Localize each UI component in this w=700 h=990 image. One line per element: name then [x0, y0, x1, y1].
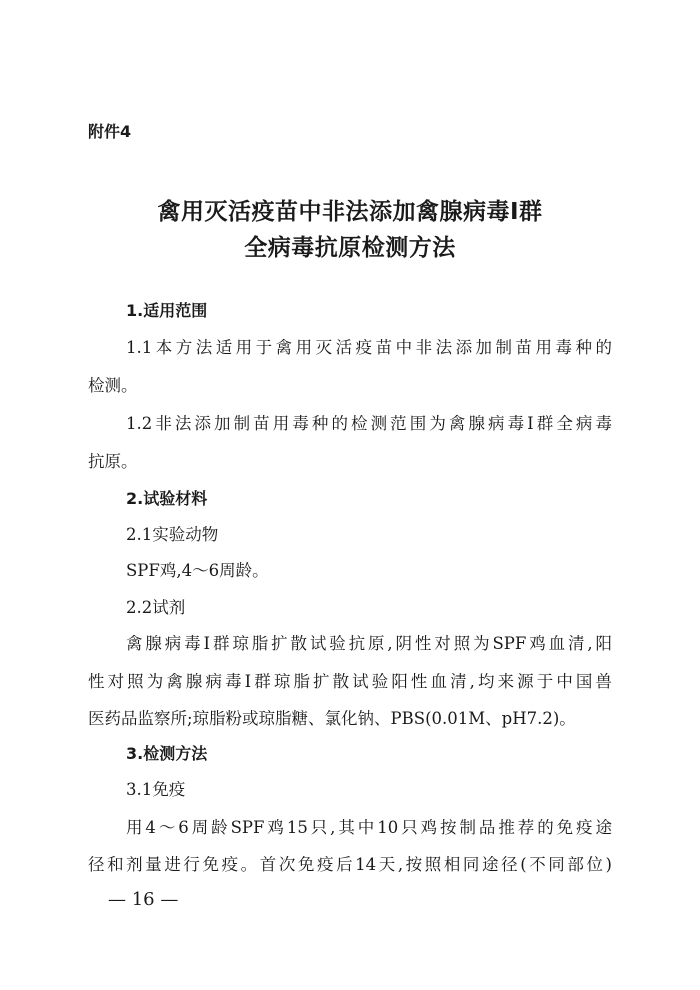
document-title-line-2: 全病毒抗原检测方法: [244, 235, 456, 261]
section-2-2-line-1: 禽腺病毒Ⅰ群琼脂扩散试验抗原,阴性对照为SPF鸡血清,阳: [126, 634, 612, 653]
annex-label: 附件4: [88, 122, 132, 141]
section-2-1-text: SPF鸡,4～6周龄。: [126, 561, 269, 580]
section-1-2-line-2: 抗原。: [88, 452, 138, 471]
section-3-heading: 3.检测方法: [126, 744, 208, 763]
section-2-2-heading: 2.2试剂: [126, 598, 186, 617]
section-1-2-line-1: 1.2非法添加制苗用毒种的检测范围为禽腺病毒Ⅰ群全病毒: [126, 414, 612, 433]
section-2-heading: 2.试验材料: [126, 489, 208, 508]
section-2-1-heading: 2.1实验动物: [126, 525, 219, 544]
section-2-2-line-2: 性对照为禽腺病毒Ⅰ群琼脂扩散试验阳性血清,均来源于中国兽: [88, 672, 612, 691]
document-title-line-1: 禽用灭活疫苗中非法添加禽腺病毒Ⅰ群: [157, 199, 543, 225]
section-1-1-line-2: 检测。: [88, 376, 138, 395]
section-3-1-line-1: 用4～6周龄SPF鸡15只,其中10只鸡按制品推荐的免疫途: [126, 818, 612, 837]
section-3-1-line-2: 径和剂量进行免疫。首次免疫后14天,按照相同途径(不同部位): [88, 855, 612, 874]
page-number: — 16 —: [108, 889, 179, 910]
section-1-1-line-1: 1.1本方法适用于禽用灭活疫苗中非法添加制苗用毒种的: [126, 338, 612, 357]
section-1-heading: 1.适用范围: [126, 301, 208, 320]
section-3-1-heading: 3.1免疫: [126, 780, 186, 799]
section-2-2-line-3: 医药品监察所;琼脂粉或琼脂糖、氯化钠、PBS(0.01M、pH7.2)。: [88, 709, 576, 728]
